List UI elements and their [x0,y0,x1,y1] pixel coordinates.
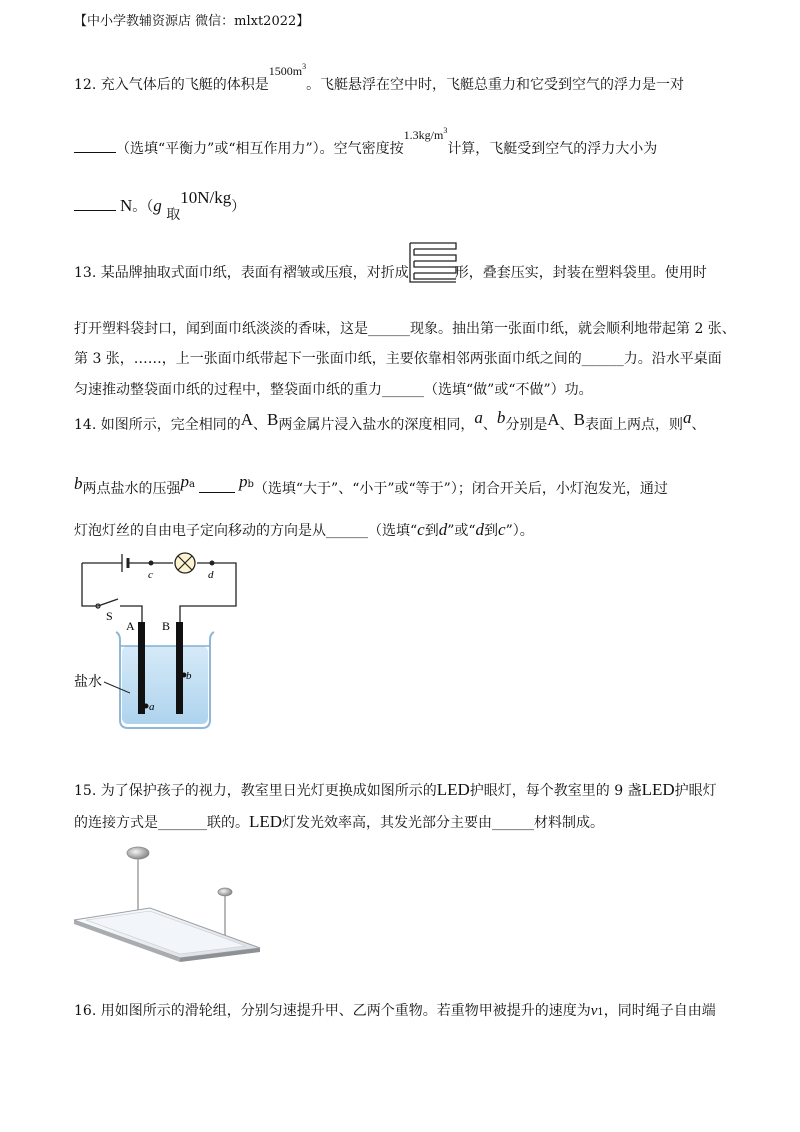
q12-line3 [74,188,246,223]
label-b: b [74,474,83,493]
q14-text: 到 [424,523,439,539]
q14-line2 [74,472,668,498]
q12-line1 [74,62,685,94]
label-A: A [547,410,560,429]
subscript-b: b [247,479,254,490]
q14-text: ”）。 [505,523,534,539]
q15-text: 的连接方式是_______联的。 [74,815,249,831]
q14-text: 两点盐水的压强 [82,481,181,497]
node-c [149,561,154,566]
fig-label-saltwater: 盐水 [74,675,102,690]
page-header: 【中小学教辅资源店 微信：mlxt2022】 [74,14,310,29]
label-d: d [475,520,485,539]
fig-label-c: c [148,569,153,581]
q16-text: ，同时绳子自由端 [603,1003,716,1019]
q15-text: 15. 为了保护孩子的视力，教室里日光灯更换成如图所示的 [74,783,437,799]
q12-g: g [153,196,162,215]
q14-line3 [74,520,534,540]
bulb-icon [175,553,195,573]
pressure-p: p [238,472,248,491]
q12-text: ） [231,199,246,215]
q15-text: 灯发光效率高，其发光部分主要由______材料制成。 [282,815,605,831]
fig-label-S: S [106,609,113,623]
q12-line2 [74,126,658,158]
led-label: LED [249,812,283,831]
subscript-1: 1 [597,1007,604,1018]
q12-text: 计算，飞艇受到空气的浮力大小为 [447,141,658,157]
label-b: b [496,408,506,427]
q14-text: 、 [559,417,574,433]
label-a: a [682,408,692,427]
fig-label-b: b [186,670,192,682]
led-lamp-figure [70,840,270,965]
label-A: A [240,410,253,429]
answer-blank [74,196,116,211]
q13-text: 形，叠套压实，封装在塑料袋里。使用时 [454,265,707,281]
pressure-p: p [180,472,189,491]
metal-plate-A [138,622,145,714]
q14-text: 分别是 [505,417,548,433]
subscript-a: a [189,479,195,490]
led-panel-icon [74,908,260,962]
q14-text: 、 [482,417,497,433]
led-label: LED [641,780,675,799]
q12-text: 。（ [132,199,154,215]
q13-line4: 匀速推动整袋面巾纸的过程中，整袋面巾纸的重力______（选填“做”或“不做”）功。 [74,382,593,398]
ceiling-mount-icon [218,888,232,896]
q13-line3: 第 3 张，……，上一张面巾纸带起下一张面巾纸，主要依靠相邻两张面巾纸之间的______力。沿水平桌面 [74,351,722,367]
q15-line2 [74,812,604,832]
q16-line1 [74,1000,716,1020]
fold-shape-icon [408,240,460,284]
q12-unit: N [120,196,133,215]
ceiling-mount-icon [127,847,149,859]
velocity-v: v [590,1003,598,1019]
q13-line1 [74,262,707,282]
q13-text: 13. 某品牌抽取式面巾纸，表面有褶皱或压痕，对折成 [74,265,409,281]
label-B: B [573,410,585,429]
fig-label-A: A [126,619,135,633]
q12-text: 。飞艇悬浮在空中时，飞艇总重力和它受到空气的浮力是一对 [306,77,685,93]
q12-gval: 10N/kg [180,188,232,207]
fig-label-d: d [208,569,214,581]
q14-text: （选填“大于”、“小于”或“等于”）；闭合开关后，小灯泡发光，通过 [253,481,668,497]
q14-text: 、 [253,417,267,433]
q14-text: 、 [691,417,706,433]
answer-blank [199,478,235,493]
q12-take: 取 [166,207,181,223]
beaker [116,632,214,728]
node-d [210,561,215,566]
q14-text: 表面上两点，则 [584,417,683,433]
label-B: B [267,410,279,429]
q15-text: 护眼灯 [674,783,717,799]
q14-text: 到 [484,523,499,539]
q15-text: 护眼灯，每个教室里的 9 盏 [469,783,642,799]
label-a: a [474,408,483,427]
q12-text: （选填“平衡力”或“相互作用力”）。空气密度按 [116,141,404,157]
q14-text: 灯泡灯丝的自由电子定向移动的方向是从______（选填“ [74,523,418,539]
label-d: d [438,520,448,539]
answer-blank [74,138,116,153]
q16-text: 16. 用如图所示的滑轮组，分别匀速提升甲、乙两个重物。若重物甲被提升的速度为 [74,1003,591,1019]
fig-label-a: a [149,701,155,713]
circuit-figure [70,548,250,733]
q12-density: 1.3kg/m3 [403,126,448,142]
q12-text: 12. 充入气体后的飞艇的体积是 [74,77,269,93]
label-c: c [498,520,506,539]
q13-line2: 打开塑料袋封口，闻到面巾纸淡淡的香味，这是______现象。抽出第一张面巾纸，就会顺利地带起第 2 张、 [74,321,736,337]
q14-text: 两金属片浸入盐水的深度相同， [278,417,475,433]
label-c: c [417,520,425,539]
q12-volume: 1500m3 [268,62,307,78]
metal-plate-B [176,622,183,714]
q15-line1 [74,780,717,800]
fig-label-B: B [162,619,171,633]
q14-text: 14. 如图所示，完全相同的 [74,417,241,433]
led-label: LED [436,780,470,799]
q14-text: ”或“ [447,523,476,539]
q14-line1 [74,408,706,434]
